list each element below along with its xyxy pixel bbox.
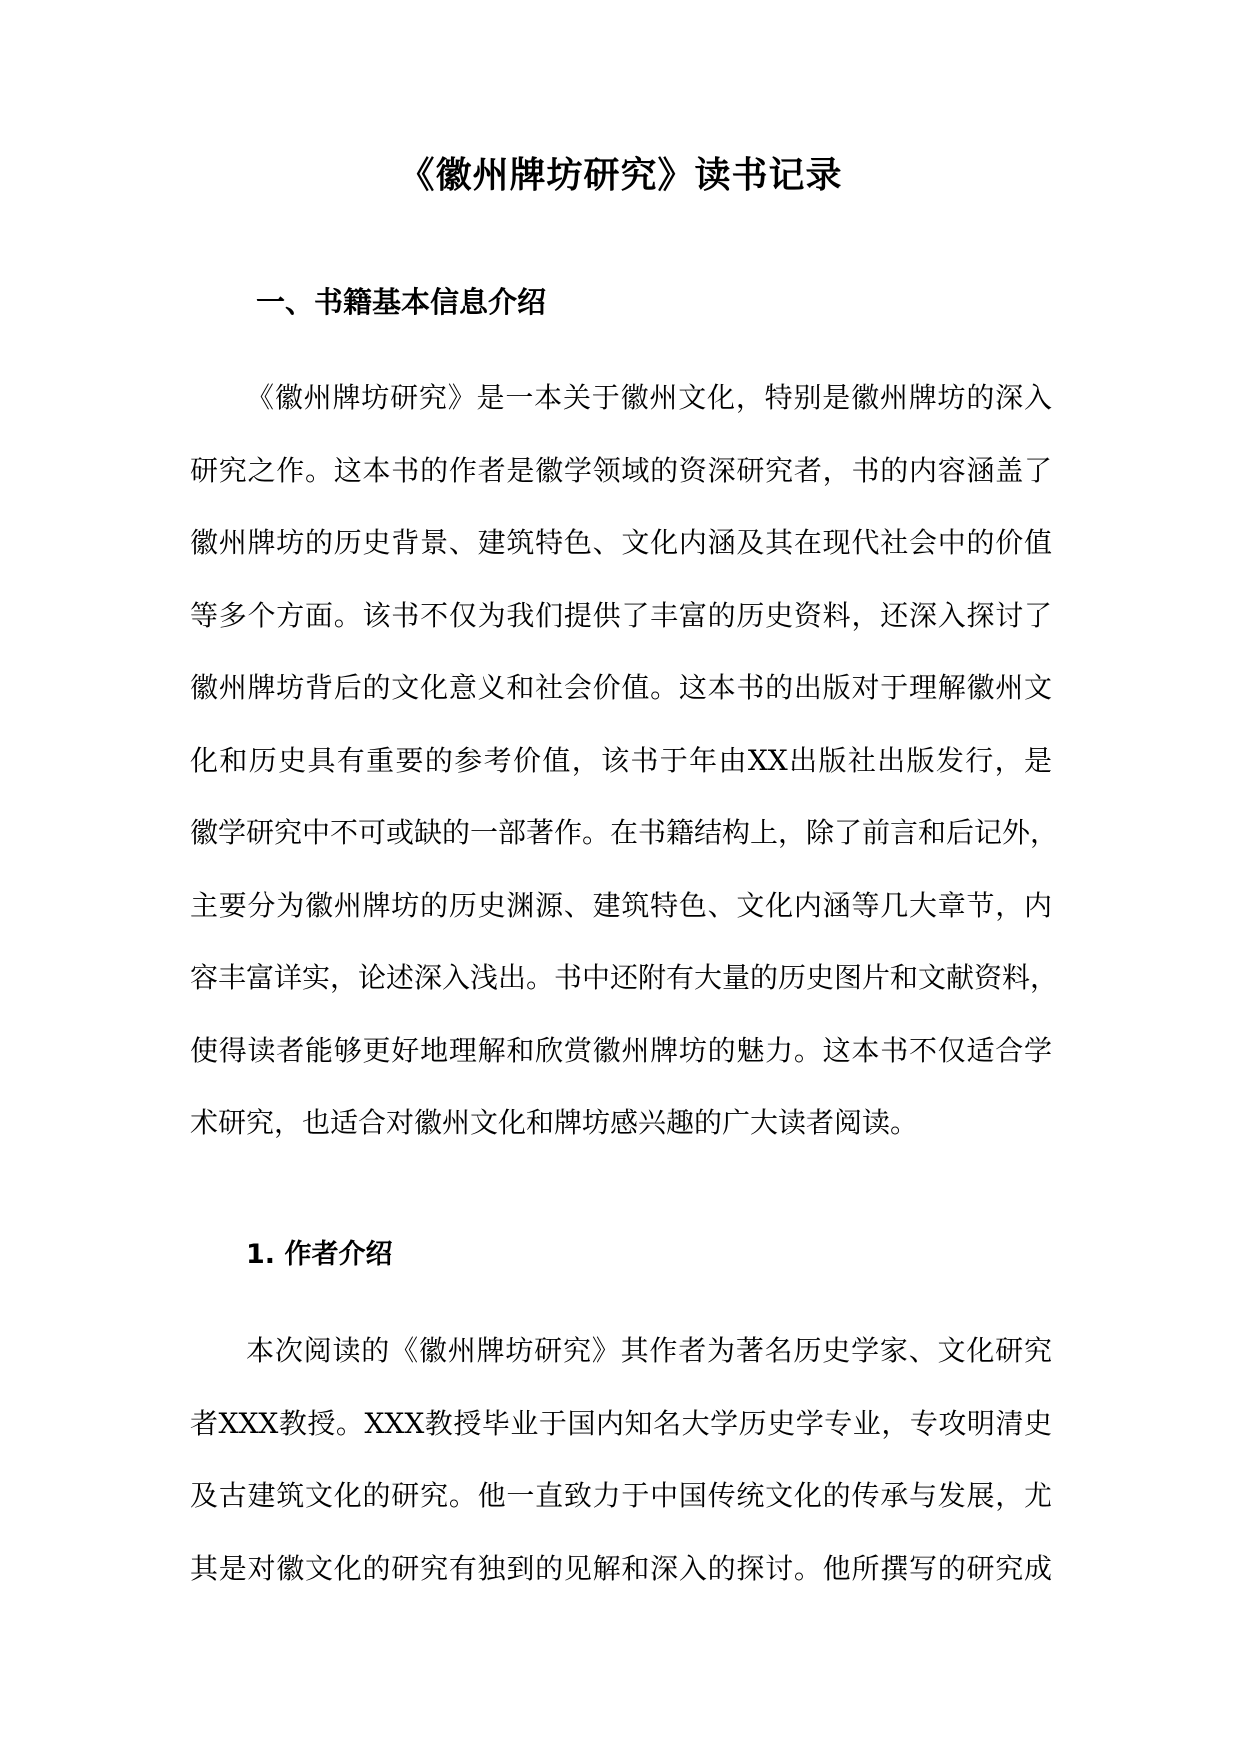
- paragraph-line: 本次阅读的《徽州牌坊研究》其作者为著名历史学家、文化研究: [246, 1334, 1052, 1367]
- document-title: 《徽州牌坊研究》读书记录: [398, 155, 843, 196]
- paragraph-line: 者XXX教授。XXX教授毕业于国内知名大学历史学专业，专攻明清史: [190, 1406, 1052, 1440]
- paragraph-line: 术研究，也适合对徽州文化和牌坊感兴趣的广大读者阅读。: [190, 1106, 919, 1139]
- subsection-paragraph-author: [190, 1315, 1052, 1605]
- paragraph-line: 徽州牌坊的历史背景、建筑特色、文化内涵及其在现代社会中的价值: [190, 526, 1052, 559]
- section-heading-book-info: 一、书籍基本信息介绍: [256, 285, 547, 319]
- paragraph-line: 徽州牌坊背后的文化意义和社会价值。这本书的出版对于理解徽州文: [190, 671, 1052, 704]
- paragraph-line: 主要分为徽州牌坊的历史渊源、建筑特色、文化内涵等几大章节，内: [190, 888, 1052, 922]
- paragraph-line: 徽学研究中不可或缺的一部著作。在书籍结构上，除了前言和后记外，: [190, 816, 1059, 849]
- paragraph-line: 研究之作。这本书的作者是徽学领域的资深研究者，书的内容涵盖了: [190, 453, 1052, 487]
- subsection-heading-author: 1. 作者介绍: [246, 1239, 393, 1270]
- paragraph-line: 及古建筑文化的研究。他一直致力于中国传统文化的传承与发展，尤: [190, 1479, 1052, 1512]
- paragraph-line: 化和历史具有重要的参考价值，该书于年由XX出版社出版发行，是: [190, 743, 1052, 777]
- paragraph-line: 其是对徽文化的研究有独到的见解和深入的探讨。他所撰写的研究成: [190, 1551, 1052, 1585]
- paragraph-line: 等多个方面。该书不仅为我们提供了丰富的历史资料，还深入探讨了: [190, 598, 1052, 632]
- section-paragraph-book-info: [190, 362, 1059, 1160]
- paragraph-line: 容丰富详实，论述深入浅出。书中还附有大量的历史图片和文献资料，: [190, 961, 1059, 994]
- paragraph-line: 使得读者能够更好地理解和欣赏徽州牌坊的魅力。这本书不仅适合学: [190, 1033, 1052, 1067]
- paragraph-line: 《徽州牌坊研究》是一本关于徽州文化，特别是徽州牌坊的深入: [246, 381, 1052, 414]
